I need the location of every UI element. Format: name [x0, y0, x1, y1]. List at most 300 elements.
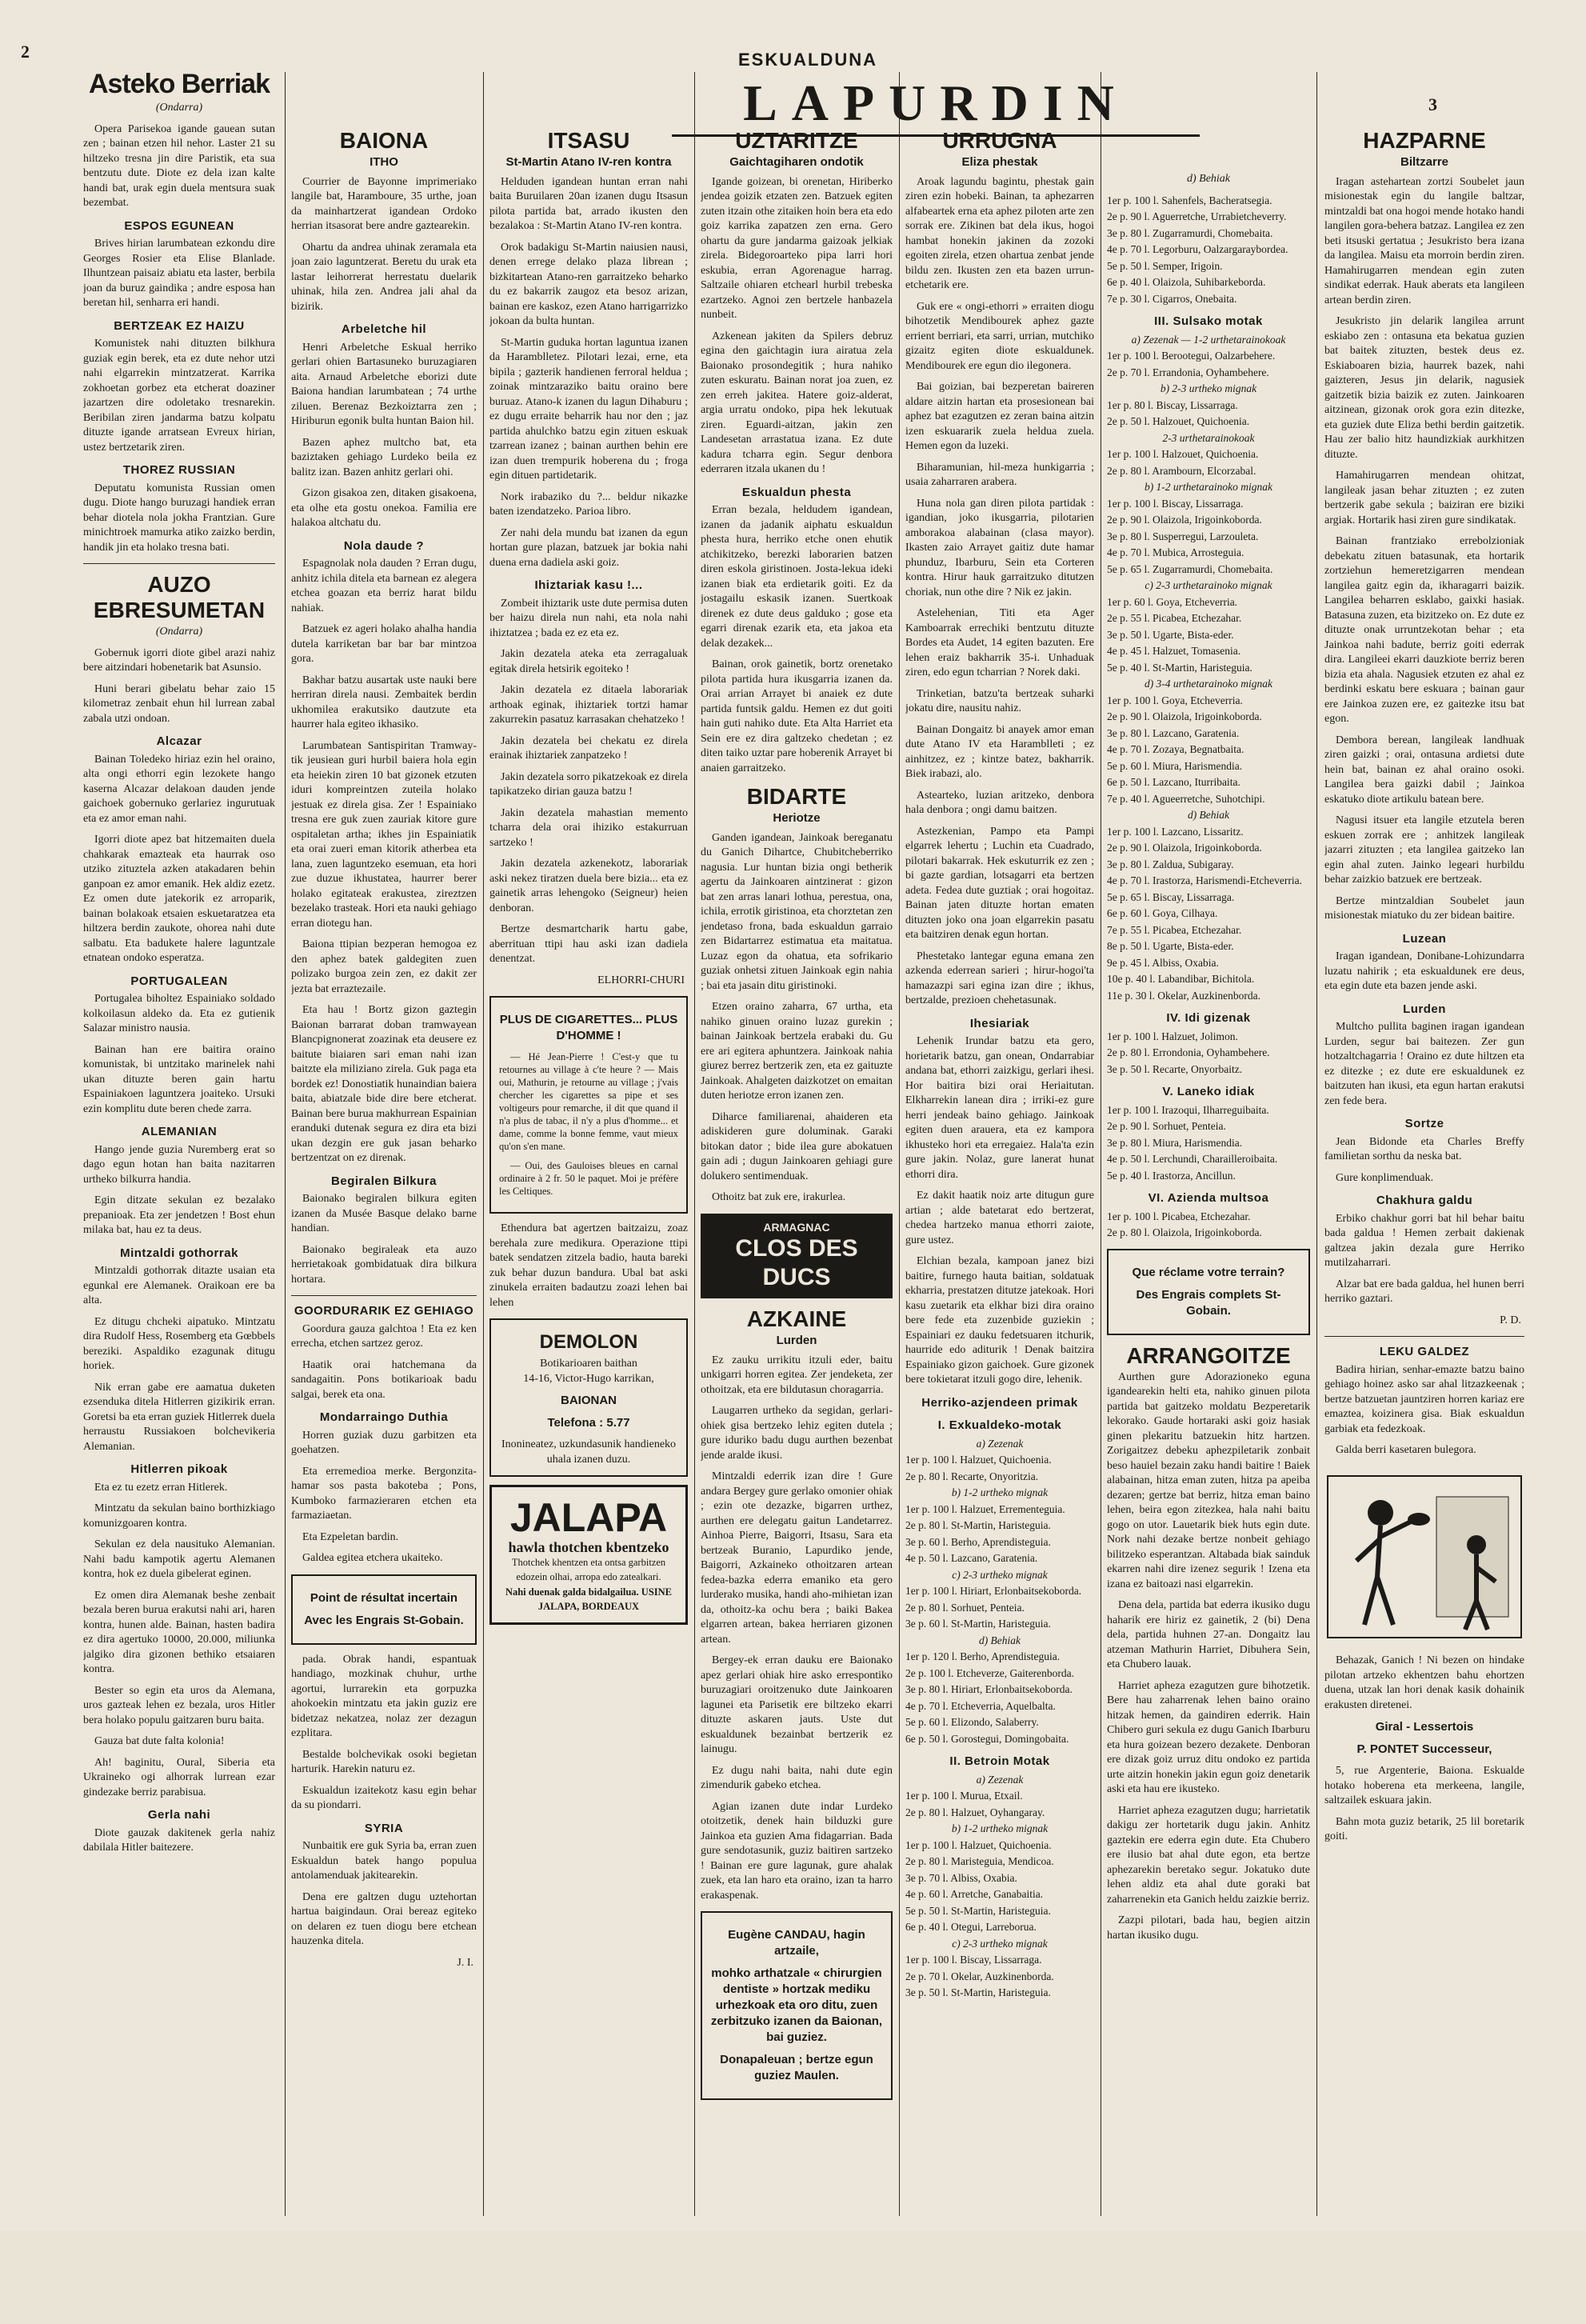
- ad-candau: [701, 1911, 893, 2100]
- article-paragraph: St-Martin guduka hortan laguntua izanen da Haramblletez. Pilotari lezai, erne, eta bipila ; gazterik handienen ferroral heldua ; zoinak mintzaraziko baitu oraino bere buruaz. Atano-k izanen du lagun Dihaburu ; ez dugu erraite beharrik hau nor den ; jaz partida ahulchko batzu egin zituen eskuak tzarrean izanez ; bainan aurthen behin ere izan duen trempurik hoberena du ; froga egin dituen partidetarik.: [489, 336, 688, 482]
- ad-demolon: [489, 1318, 688, 1477]
- article-paragraph: Jakin dezatela azkenekotz, laborariak aski nekez tiratzen duela bere bizia... eta ez gainetik arras lehengoko (Seigneur) heien denboran.: [489, 858, 688, 914]
- prize-list-item: 1er p. 100 l. Berootegui, Oalzarbehere.: [1107, 350, 1276, 362]
- section-heading: THOREZ RUSSIAN: [122, 463, 236, 477]
- article-paragraph: Erran bezala, heldudem igandean, izanen da jadanik aiphatu eskualdun phesta hura, herriko etche onen ehutik atchikitzeko, berezki laborarien batzen diren eskola giristinoen. Josta-lekua ideki izanen biak eta erdietarik goiti. Ez da jostagailu eskasik izanen. Suertkoak direnek ez dute deus galduko ; gose eta egarri direnak ezarik eta, eta jakoa eta delak dezakek...: [701, 504, 893, 650]
- article-paragraph: Galda berri kasetaren bulegora.: [1336, 1444, 1476, 1456]
- prize-list-item: 1er p. 100 l. Halzouet, Quichoenia.: [1107, 448, 1259, 460]
- article-paragraph: Mintzaldi gothorrak ditazte usaian eta egunkal ere Alemanek. Oraikoan ere ba alta.: [83, 1265, 275, 1306]
- article-paragraph: Nagusi itsuer eta langile etzutela beren eskuen zorrak ere ; anhitzek langileak jazarri zituzten ; eta langilea gaitzeko lan egin ahal zuten. Jainko legeari hurbildu behar zaizkio batzuek ere bertzeak.: [1324, 814, 1524, 886]
- ad-brand: JALAPA: [509, 1495, 668, 1540]
- article-paragraph: Biharamunian, hil-meza hunkigarria ; usaia zaharraren arabera.: [905, 461, 1094, 488]
- article-paragraph: Multcho pullita baginen iragan igandean Lurden, segur bai baitezen. Zer gun hotzaltchagarria ! Oraino ez dute hiltzen eta ez ditezke ; ez dute ere eskualdunek ez baitzuten han ikusi, eta egun hartan erakutsi zen fede bera.: [1324, 1021, 1524, 1107]
- divider: [1324, 1336, 1524, 1337]
- ad-jalapa: [489, 1485, 688, 1625]
- dek: (Ondarra): [155, 626, 203, 638]
- article-paragraph: Baionako begiralen bilkura egiten izanen da Musée Basque delako barne handian.: [291, 1193, 477, 1234]
- article-paragraph: Bainan, orok gainetik, bortz orenetako pilota partida hura ikusgarria izanen da. Orai arrian Arrayet bi anaiek ez dute partida funtsik galdu. Hemen ez dut goiti hain guti nahiko dute. Eta Alta Harriet eta Sein ere ez dira galtzeko chedetan ; ez diten taiko uztar pare hoberenik Arrayet bi anaien garraitzeko.: [701, 658, 893, 774]
- article-paragraph: Bainan frantziako errebolzioniak debekatu zituen batasunak, eta hortarik zortziehun hemeretzigarren mendean langilea gaitz egin da, ikharagarri baizik. Langilea beharren esklabo, gaixki hasiak. Batasuna zuzen, eta bizitzeko on. Ez dute ez dituzte onak urruntzekotan behar ; eta Jainkoa nahi badute, berriz goiti ederrak dira. Langileei ekarri dauzkiote berriz beren bizia eta ahala. Nagusiek etzuten ez ahal ez berdinki eskatu bere eskuara ; bainan gaur ere Jainkoa zuzen ere, ez gaitezke itsu bat egon.: [1324, 535, 1524, 725]
- section-heading: PORTUGALEAN: [130, 974, 228, 988]
- section-heading: Lurden: [1403, 1002, 1446, 1016]
- article-paragraph: Brives hirian larumbatean ezkondu dire Georges Rosier eta Elise Blanlade. Ilhuntzean paisaiz abiatu eta laster, berbila joan da buruz gaindika ; andre esposa han beretan hil, senharra eri handi.: [83, 238, 275, 309]
- section-heading: Sortze: [1404, 1117, 1444, 1130]
- prize-list-item: 1er p. 100 l. Halzuet, Quichoenia.: [905, 1454, 1052, 1466]
- column-3: [489, 120, 688, 2272]
- ad-line: 14-16, Victor-Hugo karrikan,: [523, 1372, 654, 1385]
- column-divider: [694, 72, 695, 2216]
- pelota-player-illustration: [1324, 1473, 1524, 1641]
- prize-list-item: 1er p. 60 l. Goya, Etcheverria.: [1107, 595, 1238, 608]
- ad-brand: DEMOLON: [539, 1331, 638, 1353]
- article-paragraph: Ganden igandean, Jainkoak bereganatu du Ganich Dihartce, Chubitcheberriko nagusia. Lur huntan bizia ongi betherik agertu da Jainkoaren aintzinerat : gizon bat zen arras lanari lothua, perestua, ona, ichila, errotik giristinoa, eta chorztetan zen jendetaso frona, bada eskualdun garraio zen Bidartarrez estimatua eta maitatua. Luzaz egon da ohatua, eta sofrikario guziak onhetsi zituen Jainkoak egin nahia ; bai eta jasain ditu giristinoki.: [701, 831, 893, 992]
- divider: [83, 563, 275, 564]
- ad-line: P. PONTET Successeur,: [1356, 1742, 1492, 1756]
- article-paragraph: Iragan igandean, Donibane-Lohizundarra luzatu nahirik ; eta eskualdunek ere deus, eta egin dute eta bazen jende aski.: [1324, 950, 1524, 992]
- column-divider: [899, 72, 900, 2216]
- prize-list-item: 5e p. 65 l. Biscay, Lissarraga.: [1107, 890, 1235, 903]
- article-paragraph: Ez dugu nahi baita, nahi dute egin zimendurik gabeko etchea.: [701, 1764, 893, 1791]
- column-4: [701, 120, 893, 2272]
- prize-list-item: 4e p. 70 l. Mubica, Arrosteguia.: [1107, 546, 1244, 558]
- article-paragraph: Helduden igandean huntan erran nahi baita Buruilaren 20an izanen dugu Itsasun pilota partida bat, arrado ikusten den bezalakoa : St-Martin Atano IV-ren kontra.: [489, 175, 688, 232]
- article-paragraph: Jesukristo jin delarik langilea arrunt eskiabo zen : ontasuna eta bekatua guzien bat baitek zituzten, bestek deus ez. Eskiaboaren bizia, haurrek bazek, nahi gaizteren, Jesus jin delarik, nagusiek gaitzetik bizia baizik ez zuten. Jainkoaren aitzinean, gizonak orok gora ezin ditezke, eta guziek dute Eliza bethi berdin gaitzetik. Hau zer balio hitz haundizkiak aurkhitzen dituzte.: [1324, 315, 1524, 461]
- prize-list-item: 5e p. 40 l. Irastorza, Ancillun.: [1107, 1169, 1236, 1182]
- prize-list-item: 5e p. 50 l. St-Martin, Haristeguia.: [905, 1904, 1051, 1917]
- article-paragraph: Hango jende guzia Nuremberg erat so dago egun hotan han baita nazitarren urtheko bilkurra handia.: [83, 1143, 275, 1186]
- section-heading: II. Betroin Motak: [949, 1754, 1050, 1768]
- prize-list-item: 3e p. 50 l. Recarte, Onyorbaitz.: [1107, 1062, 1243, 1075]
- prize-list-item: 4e p. 60 l. Arretche, Ganabaitia.: [905, 1888, 1044, 1900]
- prize-list-item: 5e p. 40 l. St-Martin, Haristeguia.: [1107, 661, 1252, 674]
- headline-itsasu: ITSASU: [547, 128, 630, 153]
- prize-list-item: 7e p. 30 l. Cigarros, Onebaita.: [1107, 292, 1237, 305]
- prize-list-item: 2e p. 80 l. Maristeguia, Mendicoa.: [905, 1855, 1054, 1867]
- divider: [291, 1295, 477, 1296]
- prize-list-item: a) Zezenak: [976, 1437, 1024, 1450]
- article-paragraph: Bertze desmartcharik hartu gabe, aberrituan ttipi hau aski izan dadiela denentzat.: [489, 923, 688, 965]
- prize-list-item: 6e p. 40 l. Otegui, Larreborua.: [905, 1921, 1037, 1933]
- article-paragraph: Astearteko, luzian aritzeko, denbora hala denbora ; ongi damu baitzen.: [905, 789, 1094, 816]
- section-heading: Luzean: [1402, 931, 1447, 946]
- article-paragraph: Laugarren urtheko da segidan, gerlari-ohiek gisa bertzeko lehiz egiten dutela ; gure iduriko badu dugu aurthen bezenbat jende aralde ikusi.: [701, 1405, 893, 1462]
- prize-list-item: 4e p. 50 l. Lerchundi, Charailleroibaita.: [1107, 1153, 1278, 1165]
- prize-list-item: 1er p. 100 l. Halzuet, Quichoenia.: [905, 1838, 1052, 1851]
- prize-list-item: 1er p. 100 l. Picabea, Etchezahar.: [1107, 1210, 1251, 1222]
- prize-list-item: 4e p. 70 l. Irastorza, Harismendi-Etcheverria.: [1107, 874, 1303, 886]
- ad-engrais-complets: [1107, 1249, 1310, 1335]
- article-paragraph: Mintzatu da sekulan baino borthizkiago komunizgoaren kontra.: [83, 1502, 275, 1530]
- article-paragraph: Othoitz bat zuk ere, irakurlea.: [712, 1191, 846, 1203]
- article-paragraph: Diote gauzak dakitenek gerla nahiz dabilala Hitler baitezere.: [83, 1826, 275, 1854]
- article-paragraph: Ez zauku urrikitu itzuli eder, baitu unkigarri horren egitea. Zer jendeketa, zer othoitzak, eta ere bildutasun choragarria.: [701, 1354, 893, 1396]
- prize-list-item: 1er p. 100 l. Halzuet, Jolimon.: [1107, 1030, 1238, 1042]
- section-heading: ALEMANIAN: [141, 1125, 218, 1138]
- subhead: ITHO: [370, 155, 398, 169]
- prize-list-item: 7e p. 55 l. Picabea, Etchezahar.: [1107, 923, 1242, 936]
- subhead: Lurden: [776, 1334, 817, 1347]
- article-paragraph: Goordura gauza galchtoa ! Eta ez ken errecha, etchen sartzez geroz.: [291, 1322, 477, 1350]
- article-paragraph: Deputatu komunista Russian omen dugu. Diote hango buruzagi handiek erran behar diotela nola jokha Frantzian. Gure minichtroek mamurka atiko zaizko berdin, handik jin eta holako tresna bati.: [83, 482, 275, 554]
- ad-cigarettes: [489, 996, 688, 1214]
- prize-list: [1107, 1030, 1310, 1078]
- article-paragraph: Nork irabaziko du ?... beldur nikazke baten izendatzeko. Parioa libro.: [489, 490, 688, 518]
- section-heading: Arbeletche hil: [341, 322, 427, 336]
- prize-list-item: 5e p. 65 l. Zugarramurdi, Chomebaita.: [1107, 562, 1273, 575]
- prize-list-item: c) 2-3 urtheko mignak: [952, 1568, 1048, 1581]
- prize-list-item: 1er p. 100 l. Hiriart, Erlonbaitsekoborda.: [905, 1585, 1082, 1597]
- article-paragraph: Eta erremedioa merke. Bergonzita-hamar sos pasta bakoteba ; Pons, Kumboko farmazieraren etchen eta farmaziaetan.: [291, 1465, 477, 1522]
- article-paragraph: Eskualdun izaitekotz kasu egin behar da su piondarri.: [291, 1784, 477, 1811]
- article-paragraph: Bestalde bolchevikak osoki begietan harturik. Harekin naturu ez.: [291, 1748, 477, 1775]
- prize-list-item: b) 2-3 urtheko mignak: [1160, 382, 1257, 394]
- column-7: [1324, 120, 1524, 2272]
- prize-list-item: 1er p. 100 l. Lazcano, Lissaritz.: [1107, 825, 1244, 838]
- section-heading: BERTZEAK EZ HAIZU: [114, 318, 245, 333]
- prize-list: [1107, 194, 1310, 307]
- prize-list-item: d) Behiak: [1187, 809, 1230, 821]
- prize-list-item: 11e p. 30 l. Okelar, Auzkinenborda.: [1107, 989, 1261, 1002]
- article-paragraph: Harriet apheza ezagutzen dugu; harrietatik dakigu zer hortetarik dugu jakin. Anhitz gaztekin ere ederra egin dute. Eta Chubero ere ilusio bat ahal dute egon, eta bertze aphezarekin beretako segur. Jokatuko dute lehen aldiz eta ahal dute goraki bat zaharrenekin eta Ganich heldu zaizkie berriz.: [1107, 1804, 1310, 1906]
- ad-line: Thotchek khentzen eta ontsa garbitzen edozein olhai, arropa edo zatealkari.: [511, 1556, 666, 1582]
- article-paragraph: Bai goizian, bai bezperetan baireren aldare aitzin hartan eta prosesionean bai aphez bat ezagutzen ez zeran baina aitzin izen eskuararik zuela heldua zuela. Hemen egon da luzeki.: [905, 381, 1094, 452]
- prize-list-item: c) 2-3 urtheko mignak: [952, 1937, 1048, 1950]
- prize-list-item: 1er p. 100 l. Goya, Etcheverria.: [1107, 694, 1243, 706]
- headline-uztaritze: UZTARITZE: [735, 128, 858, 153]
- dek: (Ondarra): [155, 102, 203, 114]
- prize-list-item: 2e p. 80 l. St-Martin, Haristeguia.: [905, 1519, 1051, 1531]
- prize-list-item: 10e p. 40 l. Labandibar, Bichitola.: [1107, 973, 1255, 985]
- prize-list-item: 3e p. 70 l. Albiss, Oxabia.: [905, 1871, 1017, 1884]
- prize-list-item: 4e p. 45 l. Halzuet, Tomasenia.: [1107, 645, 1241, 657]
- subhead: Eliza phestak: [961, 155, 1038, 169]
- prize-list-item: 2e p. 80 l. Halzuet, Oyhangaray.: [905, 1806, 1045, 1818]
- prize-list: [1107, 333, 1310, 1004]
- section-heading: SYRIA: [364, 1821, 404, 1835]
- article-paragraph: Zombeit ihiztarik uste dute permisa duten ber haizu direla nun nahi, eta nola nahi ihiztatzea ; bada ez ez eta ez.: [489, 597, 688, 639]
- ad-line: hawla thotchen kbentzeko: [508, 1539, 669, 1555]
- ad-line: Eugène CANDAU, hagin artzaile,: [728, 1928, 865, 1958]
- article-paragraph: Astelehenian, Titi eta Ager Kamboarrak errechiki bentzutu dituzte Bordes eta Audet, 14 egiten bazuten. Ere lehen eraiz bakharrik 35-i. Unhaduak ziren, edo egun tcharrian ? Norek daki.: [905, 607, 1094, 678]
- ad-line: Des Engrais complets St-Gobain.: [1136, 1287, 1281, 1318]
- article-paragraph: Larumbatean Santispiritan Tramway-tik jeusiean guri hurbil baiera hola egin eta heiekin ziren 10 bat gizonek etzuten iduri kompreintzen zuteila holako jestuak ez direla gisa. Zer ! Espainiako tresna ere guk zuen zauriak kitore gure ospitaletan artha; ikhes jin Espainiatik eta orai zueri eman kitorik atherbea eta lana, zuen laguntzeko esemuan, eta hori zue duzue ikhustatea, haurrer berer holako egitateak erakustea, zireztzen bezelako trasteak. Hori eta nauki gehiago erran diotegu han.: [291, 739, 477, 930]
- signature: P. D.: [1500, 1314, 1521, 1326]
- prize-list-item: 6e p. 50 l. Gorostegui, Domingobaita.: [905, 1732, 1069, 1745]
- article-paragraph: Ohartu da andrea uhinak zeramala eta joan zaio laguntzerat. Beretu du urak eta lastar leihorrerat herrestatu duelarik uhinak, hila zen. Andrea jali ahal da bizirik.: [291, 241, 477, 313]
- page-number-right: 3: [1428, 94, 1437, 114]
- section-heading: V. Laneko idiak: [1162, 1085, 1255, 1098]
- prize-list-item: b) 1-2 urthetarainoko mignak: [1144, 481, 1273, 493]
- signature: J. I.: [457, 1956, 473, 1969]
- article-paragraph: Jakin dezatela bei chekatu ez direla erainak ihiztariek zanpatzeko !: [489, 734, 688, 762]
- prize-list-item: b) 1-2 urtheko mignak: [951, 1822, 1049, 1834]
- ad-brand: CLOS DES DUCS: [735, 1235, 858, 1290]
- column-divider: [483, 72, 484, 2216]
- article-paragraph: Guk ere « ongi-ethorri » erraiten diogu bihotzetik Mendibourek aphez gazte errient berriari, eta sarri, urrian, mutchiko gizaitz egiten diote eskualdunek. Mendibourek ere egun dio ilegonera.: [905, 300, 1094, 372]
- prize-list-item: 3e p. 50 l. St-Martin, Haristeguia.: [905, 1986, 1051, 1998]
- prize-list-item: 1er p. 100 l. Sahenfels, Bacheratsegia.: [1107, 194, 1272, 206]
- prize-list-item: 1er p. 100 l. Murua, Etxail.: [905, 1790, 1023, 1802]
- prize-list: [1107, 1103, 1310, 1184]
- masthead-title: LAPURDIN: [743, 74, 1129, 131]
- article-paragraph: Bakhar batzu ausartak uste nauki bere herriran direla nausi. Zembaitek berdin ukhomilea erakutsiko dautzute eta haurrer hala egiteo ikhasiko.: [291, 674, 477, 730]
- illustration-caption: Behazak, Ganich ! Ni bezen on hindake pilotan artzeko ekhentzen bahu ehortzen duena, utzak lan hori denak kasik dohainik erakusten diretenei.: [1324, 1654, 1524, 1711]
- section-heading: Alcazar: [156, 734, 202, 748]
- article-paragraph: Trinketian, batzu'ta bertzeak suharki jokatu dire, nausitu nahiz.: [905, 687, 1094, 714]
- article-paragraph: Eta hau ! Bortz gizon gaztegin Baionan barrarat doban tramwayean Blancpignonerat zoazinak eta deusere ez baitute biaiaren sari eman nahi izan baitzte ela miliziano zirela. Guk paga eta bordek ez! Donostiatik hunaindian baiera baita, abiatzale bide dire bere etcherat. Bainan bere burua makhurrean Espainian eranduki dutenak segura ez dira eta bizi ukan dezgin ere guk jasan beharko bertzentzat on ez direnak.: [291, 1004, 477, 1164]
- article-paragraph: Gizon gisakoa zen, ditaken gisakoena, eta olhe eta gostu onekoa. Familia ere halakoa altchatu du.: [291, 487, 477, 529]
- prize-list-item: 1er p. 100 l. Halzuet, Errementeguia.: [905, 1502, 1065, 1515]
- prize-list-item: 6e p. 50 l. Lazcano, Iturribaita.: [1107, 776, 1240, 788]
- column-6: [1107, 172, 1310, 2324]
- ad-engrais-st-gobain: [291, 1574, 477, 1645]
- ad-line: BAIONAN: [561, 1394, 617, 1407]
- prize-list-item: d) Behiak: [978, 1634, 1021, 1646]
- ad-line: Que réclame votre terrain?: [1132, 1265, 1285, 1279]
- column-divider: [1316, 72, 1317, 2216]
- signature: ELHORRI-CHURI: [597, 974, 685, 986]
- article-paragraph: Egin ditzate sekulan ez bezalako prepanioak. Eta zer jendetzen ! Bost ehun milaka bat, hau ez ta deus.: [83, 1194, 275, 1236]
- article-paragraph: Zazpi pilotari, bada hau, begien aitzin hartan ikusiko dugu.: [1107, 1914, 1310, 1942]
- prize-list-item: 1er p. 100 l. Irazoqui, Ilharreguibaita.: [1107, 1103, 1269, 1116]
- section-heading: Ihiztariak kasu !...: [534, 578, 643, 592]
- article-paragraph: Eta Ezpeletan bardin.: [302, 1530, 399, 1543]
- section-heading: Herriko-azjendeen primak: [921, 1395, 1078, 1410]
- prize-list-item: 2e p. 50 l. Halzouet, Quichoenia.: [1107, 415, 1250, 427]
- article-paragraph: Horren guziak duzu garbitzen eta goehatzen.: [291, 1429, 477, 1456]
- article-paragraph: Azkenean jakiten da Spilers debruz egina den gaichtagin iura airatua zela Baionako prosondegitik ; hura nahiko zuten eskuratu. Bainan norat joa zuen, ez zen erreh jakitea. Hatere goiz-alderat, argia urratu ondoko, pipa hek lekutuak ziren. Eguardi-aitzan, jakin zen Landesetan arrastatua izana. Ez dute kadura tcharra egin. Segur denbora ederraren itzala ukanen du !: [701, 330, 893, 475]
- section-heading: Chakhura galdu: [1376, 1194, 1473, 1207]
- article-paragraph: Ah! baginitu, Oural, Siberia eta Ukraineko ogi alhorrak lurrean ezar gindezake berriz parabisua.: [83, 1756, 275, 1798]
- article-paragraph: Jakin dezatela mahastian memento tcharra dela orai ihiziko estakurruan sartzeko !: [489, 806, 688, 849]
- prize-list-item: 2e p. 80 l. Olaizola, Irigoinkoborda.: [1107, 1226, 1262, 1238]
- article-paragraph: Badira hirian, senhar-emazte batzu baino gehiago hoinez asko sar ahal litzazkeenak ; bertze batzuetan jauntziren horren kariaz ere emaztea, koizinera gisa. Biak eskualdun garbiak eta fedezkoak.: [1324, 1363, 1524, 1435]
- article-paragraph: Dena dela, partida bat ederra ikusiko dugu haharik ere hiriz ez gainetik, 2 (bi) Dena dela, partida huhnen 27-an. Dongaitz lau atzeman Mathurin Harriet, Dibuhera Sein, eta Chubero lauak.: [1107, 1599, 1310, 1670]
- column-2: [291, 120, 477, 2272]
- prize-list-item: 5e p. 60 l. Elizondo, Salaberry.: [905, 1716, 1039, 1728]
- article-paragraph: Etzen oraino zaharra, 67 urtha, eta nahiko ginuen oraino luzaz gurekin ; bainan Jainkoak bertzela erabaki du. Gu ere ari egitera aphuntzera. Jainkoak nahia giurez berrez bertzerik zen, eta ez gaituzte Jainkoak. Ahalgeten daizkotzet on emaitan duten heriotze erron izanen zen.: [701, 1001, 893, 1102]
- prize-list-item: a) Zezenak: [976, 1773, 1024, 1786]
- article-paragraph: Bazen aphez multcho bat, eta baziztaken gehiago Lurdeko beila ez balitz izan. Bazen anhitz gerlari ohi.: [291, 436, 477, 478]
- article-paragraph: Gure konplimenduak.: [1336, 1171, 1434, 1184]
- article-paragraph: Igorri diote apez bat hitzemaiten duela chahkarak emazteak eta haurrak oso utziko zituztela azken atakadaren behin ganpoan ez amor emanik. Hek aldiz ezetz. Ez omen dute jatekorik ez arroparik, bainan bolakoak etsaien eskuetaratzea eta hiltzera berdin zaukote, ohorea nahi dute salbatu. Eta badukete halere laguntzale etnatean ondoko esperatza.: [83, 834, 275, 964]
- section-heading: III. Sulsako motak: [1154, 314, 1263, 328]
- article-paragraph: Batzuek ez ageri holako ahalha handia dutela karriketan bar bar bar mintzoa gora.: [291, 623, 477, 665]
- ad-line: Nahi duenak galda bidalgailua. USINE JALAPA, BORDEAUX: [505, 1586, 673, 1612]
- prize-list-item: 3e p. 60 l. St-Martin, Haristeguia.: [905, 1618, 1051, 1630]
- prize-list-item: 9e p. 45 l. Albiss, Oxabia.: [1107, 956, 1219, 969]
- prize-list-item: 3e p. 80 l. Lazcano, Garatenia.: [1107, 726, 1240, 739]
- prize-list-item: 2e p. 90 l. Olaizola, Irigoinkoborda.: [1107, 514, 1262, 526]
- headline-azkaine: AZKAINE: [746, 1306, 847, 1331]
- column-divider: [285, 72, 286, 2216]
- prize-list-item: 3e p. 80 l. Susperregui, Larzouleta.: [1107, 530, 1259, 542]
- column-5: [905, 120, 1094, 2272]
- prize-list-item: 5e p. 60 l. Miura, Harismendia.: [1107, 759, 1243, 772]
- article-paragraph: Diharce familiarenai, ahaideren eta adiskideren gure doluminak. Garaki bitokan dator ; bide ilea gure abokatuen gain adi ; dugun Jainkoaren gehiagi gure dolukero sentimenduak.: [701, 1110, 893, 1182]
- prize-list: [905, 1773, 1094, 2001]
- article-paragraph: Bainan Toledeko hiriaz ezin hel oraino, alta ongi ethorri egin lezokete hango kaserna Alcazar delakoan dauden jende gaichoek gobernuko gerlariez ingurutuak eta ez amor eman nahi.: [83, 753, 275, 825]
- ad-text: 5, rue Argenterie, Baiona. Eskualde hotako hoberena eta merkeena, langile, saltzailek eskuara jakin.: [1324, 1765, 1524, 1806]
- prize-list-item: 2e p. 100 l. Etcheverze, Gaiterenborda.: [905, 1666, 1075, 1679]
- article-paragraph: Zer nahi dela mundu bat izanen da egun hortan gure plazan, batzuek jar bokia nahi duena erna dadiela aski goiz.: [489, 526, 688, 569]
- prize-list-item: d) 3-4 urthetarainoko mignak: [1144, 678, 1273, 690]
- article-paragraph: Komunistek nahi dituzten bilkhura guziak egin berek, eta ez dute nehor utzi nahi elgarrekin mintzatzerat. Karrika zokhoetan gorbez eta etcherat doaziner jazartzen dire odoletako tresnarekin. Beribilan ziren jandarma batzu kolpatu dituzte igande arratsean Evreux hirian, ustez bertzetarik ziren.: [83, 338, 275, 454]
- article-paragraph: Bergey-ek erran dauku ere Baionako apez gerlari ohiak hire asko errespontiko buruzagiari oroitzenuko dute Jainkoaren lagunei eta Parisetik ere biltzeko ekarri dituzte askaren jauts. Uste dut eskualdunek bezainbat bertzerik ez lainugu.: [701, 1654, 893, 1755]
- article-paragraph: Ez omen dira Alemanak beshe zenbait bezala beren burua erakutsi nahi ari, haren kontra, hunen alde. Bainan, hasten badira ez dira agertuko 10000, 20.000, miliunka jalgiko dira gizonen bethiko etsaiaren kontra.: [83, 1589, 275, 1675]
- prize-list-item: 8e p. 50 l. Ugarte, Bista-eder.: [1107, 940, 1234, 952]
- article-paragraph: Haatik orai hatchemana da sandagaitin. Pons botikarioak badu salgai, berek eta ona.: [291, 1358, 477, 1401]
- article-paragraph: Aroak lagundu bagintu, phestak gain ziren ezin hobeki. Bainan, ta aphezarren alfabeartek erna eta aphez piloten arte zen sorrak ere. Zikinen bat dela ikus, hogoi hambat honekin jakinen da zozoki egoiten zirela, etzen ohartua zenbat jende bildu zen. Ikusten zen eta bazen urrun-etchetarik ere.: [905, 175, 1094, 291]
- article-paragraph: Astezkenian, Pampo eta Pampi elgarrek lehertu ; Luchin eta Cuadrado, pilotari bakarrak. Hek eskuturrik ez zen ; bi gazte gardian, lotsagarri eta bertzen adeta. Fedea dute guztiak ; orai hogoitaz. Bainan jaten dituzte hortan ematen dituzten joko ona joan elgarrekin pasatu eta baitziren denak egun hortan.: [905, 825, 1094, 941]
- article-paragraph: Jean Bidonde eta Charles Breffy familietan sorthu da neska bat.: [1324, 1135, 1524, 1162]
- prize-list-item: 1er p. 80 l. Biscay, Lissarraga.: [1107, 398, 1238, 411]
- masthead-kicker: ESKUALDUNA: [738, 50, 877, 70]
- prize-list: [1107, 1210, 1310, 1241]
- section-heading: IV. Idi gizenak: [1166, 1011, 1251, 1025]
- headline-baiona: BAIONA: [339, 128, 429, 153]
- prize-list-item: 3e p. 80 l. Zaldua, Subigaray.: [1107, 858, 1234, 870]
- prize-list-item: 4e p. 70 l. Zozaya, Begnatbaita.: [1107, 743, 1244, 755]
- section-heading: I. Exkualdeko-motak: [937, 1418, 1062, 1432]
- prize-list-item: 3e p. 50 l. Ugarte, Bista-eder.: [1107, 628, 1234, 641]
- article-paragraph: Orok badakigu St-Martin naiusien nausi, denen errege delako plaza librean ; bizkitartean Atano-ren garraitzeko beharko du ez bakarrik zaugoz eta besoz arizan, bainan ere kaskoz, ezen Atano harrigarrizko jokoan da bulta huntan.: [489, 241, 688, 327]
- article-paragraph: Gauza bat dute falta kolonia!: [94, 1735, 225, 1747]
- ad-line: Avec les Engrais St-Gobain.: [304, 1613, 464, 1627]
- article-paragraph: Henri Arbeletche Eskual herriko gerlari ohien Bartasuneko buruzagiaren aita. Arnaud Arbeletche eborizi dute Baiona handian larumbatean ; 74 urthe ziluen. Berenaz Bezkoiztarra zen ; Hiriburun egonik bulta huntan Baion hil.: [291, 341, 477, 427]
- prize-list-item: 2e p. 70 l. Errandonia, Oyhambehere.: [1107, 366, 1269, 378]
- ad-line: Donapaleuan ; bertze egun guziez Maulen.: [720, 2053, 873, 2082]
- prize-list: [905, 1437, 1094, 1747]
- prize-list-item: 2e p. 90 l. Aguerretche, Urrabietcheverry.: [1107, 210, 1287, 222]
- article-paragraph: Erbiko chakhur gorri bat hil behar baitu bada galdua ! Hemen zerbait dakienak galtzea jakin dezala gure Herriko mutilzaharrari.: [1324, 1212, 1524, 1269]
- article-paragraph: Opera Parisekoa igande gauean sutan zen ; bainan etzen hil nehor. Laster 21 su hiltzeko tresna jin dire Paristik, eta sua bentzutu dute. Diote ez dela izan kalte handi bat, urak egin duela mentsura suak bezembat.: [83, 122, 275, 209]
- ad-line: mohko arthatzale « chirurgien dentiste » hortzak mediku urhezkoak eta oro ditu, zuen zerbitzuko izanen da Baionan, bai guziez.: [710, 1966, 883, 2044]
- prize-list-item: 1er p. 100 l. Biscay, Lissarraga.: [905, 1954, 1042, 1966]
- article-paragraph: Bainan han ere baitira oraino komunistak, bi untzitako marinelek nahi ukan dituzte beren gain hartu Espainiakoen laguntzera joaiteko. Ursuki ezin komplitu dute beren chede zarra.: [83, 1043, 275, 1115]
- section-heading: LEKU GALDEZ: [1379, 1345, 1470, 1358]
- article-paragraph: pada. Obrak handi, espantuak handiago, mozkinak chuhur, urthe agortui, lurrarekin eta gorpuzka ahokoekin mintzatu eta jakin guziz ere bidetzaz nekatzea, nolaz zer dezagun ezplitara.: [291, 1653, 477, 1739]
- ad-text: Bahn mota guziz betarik, 25 lil boretarik goiti.: [1324, 1815, 1524, 1842]
- article-paragraph: Jakin dezatela sorro pikatzekoak ez direla tapikatzeko dirian gauza batzu !: [489, 770, 688, 798]
- prize-list-item: 3e p. 60 l. Berho, Aprendisteguia.: [905, 1535, 1051, 1548]
- section-heading: ESPOS EGUNEAN: [124, 218, 234, 233]
- prize-list-item: 2e p. 80 l. Arambourn, Elcorzabal.: [1107, 464, 1256, 477]
- prize-list-item: b) 1-2 urtheko mignak: [951, 1486, 1049, 1498]
- article-paragraph: Aurthen gure Adorazioneko eguna igandearekin helti eta, nahiko ginuen pilota partida bat gaitzeko moldatu Bezperetarik lekorako. Gaude hortaraki aski goiz hasiak ginen plekaritu batzuekin hitz hartzen. Zorigaitzez debeku aphezpiletarik zonbait beso hauiel bezain zaku handi baitire ! Baiek alabainan, hitza eman zuten, hitza pa apeiba dezaren; gertze bat berriz, hitza eman baino lehen, beira egon zitezkea, hala nahi baitu gogo on utor. Lauetarik biek huts egin dute. Nork nahi dezake bertze nonbeit gehiago bilitzeko esperantzan. Altabada biak sainduk ekarren nahi dire izenez segurik ! Izena eta izana ez baitoazi nasi elgarrekin.: [1107, 1370, 1310, 1590]
- headline-asteko-berriak: Asteko Berriak: [88, 69, 270, 99]
- prize-list-item: 2-3 urthetarainokoak: [1162, 431, 1255, 444]
- ad-armagnac: [701, 1214, 893, 1299]
- prize-list-item: 6e p. 60 l. Goya, Cilhaya.: [1107, 907, 1218, 919]
- section-heading: Mondarraingo Duthia: [319, 1410, 449, 1424]
- prize-list-item: 3e p. 80 l. Miura, Harismendia.: [1107, 1136, 1243, 1149]
- ad-text: — Oui, des Gauloises bleues en carnal ordinaire à 2 fr. 50 le paquet. Moi je préfère les Celtiques.: [499, 1160, 678, 1197]
- subhead: Gaichtagiharen ondotik: [729, 155, 864, 169]
- article-paragraph: Alzar bat ere bada galdua, hel hunen berri herriko gaztari.: [1324, 1278, 1524, 1305]
- article-paragraph: Jakin dezatela ez ditaela laborariak arthoak eginak, ihiztariek tortzi hamar zakurrekin pasatuz karrasakan chehatzeko !: [489, 684, 688, 726]
- article-paragraph: Baionako begiraleak eta auzo herrietakoak gombidatuak dira bilkura hortara.: [291, 1243, 477, 1286]
- article-paragraph: Nik erran gabe ere aamatua duketen ezsenduka ditela Hitlerren gizikirik erran. Goretsi ba eta erran guziek Hitlerrek duela herraustu Russiakoen bolchevikeria Alemanian.: [83, 1381, 275, 1453]
- article-paragraph: Espagnolak nola dauden ? Erran dugu, anhitz ichila ditela eta barnean ez alegera etchea goazan eta berriz harat bildu nahiak.: [291, 558, 477, 614]
- article-paragraph: Ez ditugu chcheki aipatuko. Mintzatu dira Rudolf Hess, Rosemberg eta Gœbbels bereziki. Aspaldiko ezagunak ditugu horiek.: [83, 1315, 275, 1372]
- section-heading: GOORDURARIK EZ GEHIAGO: [294, 1304, 474, 1318]
- article-paragraph: Eta ez tu ezetz erran Hitlerek.: [94, 1481, 228, 1494]
- prize-list-item: c) 2-3 urthetarainoko mignak: [1145, 579, 1272, 591]
- article-paragraph: Galdea egitea etchera ukaiteko.: [302, 1552, 443, 1564]
- prize-list-item: 6e p. 40 l. Olaizola, Suhibarkeborda.: [1107, 276, 1266, 288]
- dek: d) Behiak: [1186, 173, 1231, 185]
- prize-list-item: 2e p. 90 l. Olaizola, Irigoinkoborda.: [1107, 710, 1262, 722]
- section-heading: VI. Azienda multsoa: [1148, 1191, 1269, 1205]
- article-paragraph: Harriet apheza ezagutzen gure bihotzetik. Bere hau zaharrenak lehen baino oraino hitzak hemen, da gaindiren ederrik. Hain Chibero guri sekula ez dugu Ganich Ibarburu eta hura goizean bezero dezakete. Denboran ere dizak goiz urruz ditu ondoko ez partida urte aitzin honekin jakin egun goiz denetarik aski eta hau ere ikusteko.: [1107, 1679, 1310, 1795]
- subhead: St-Martin Atano IV-ren kontra: [505, 155, 672, 169]
- article-paragraph: Elchian bezala, kampoan janez bizi baitire, furnego hauta baitian, soldatuak ekharria, prestatzen ditutze jatekoak. Hori kasu zuetarik eta elkhar bizi dira oraino bere fede eta zuzenbide guziekin ; Espainiari ez dauku fedetsuaren itchurik, haurride edo aditurik ! Denak baitzira Espainiako gizon gaichoek. Gure gizonek bere tokietarat itzuli gogo dire, lehenik.: [905, 1255, 1094, 1386]
- article-paragraph: Agian izanen dute indar Lurdeko otoitzetik, denek hain bilduzki gure Jainkoa eta guzien Ama fidagarrian. Bada gure sendotasunik, guziz baitiren sartzeko ! Bainan ere gure lagunak, gure ahalak zuek, eta lan haro eta oraino, izan ta harro erakaspenak.: [701, 1800, 893, 1902]
- prize-list-item: 2e p. 90 l. Olaizola, Irigoinkoborda.: [1107, 842, 1262, 854]
- article-paragraph: Phestetako lantegar eguna emana zen azkenda ederrean sarieri ; hirur-hogoi'ta hamazazpi sari egina izan dire ; ikhus, bertzalde, prezioen chehetasunak.: [905, 950, 1094, 1006]
- prize-list-item: 2e p. 55 l. Picabea, Etchezahar.: [1107, 612, 1242, 624]
- article-paragraph: Courrier de Bayonne imprimeriako langile bat, Haramboure, 35 urthe, joan da mainhartzerat igandean Ordoko herrian itsasorat bere andre gaztearekin.: [291, 175, 477, 232]
- article-paragraph: Ez dakit haatik noiz arte ditugun gure artian ; alde batetarat edo bertzerat, chedea hartzeko manua ethorri zaiote, gure ustez.: [905, 1190, 1094, 1246]
- article-paragraph: Gobernuk igorri diote gibel arazi nahiz bere aitzindari hobenetarik bat Asunsio.: [83, 646, 275, 674]
- prize-list-item: 4e p. 50 l. Lazcano, Garatenia.: [905, 1552, 1038, 1564]
- article-paragraph: Portugalea biholtez Espainiako soldado kolkoilasun aldeko da. Eta ez gutienik Salazar ministro nausia.: [83, 993, 275, 1034]
- prize-list-item: 1er p. 120 l. Berho, Aprendisteguia.: [905, 1650, 1061, 1662]
- section-heading: Nola daude ?: [343, 538, 425, 553]
- article-paragraph: Bester so egin eta uros da Alemana, uros gazteak lehen ez bezala, uros Hitler bera holako populu gaitzaren buru baita.: [83, 1684, 275, 1726]
- column-1: [83, 64, 275, 2216]
- article-paragraph: Hamahirugarren mendean ohitzat, langileak jasan behar zituzten ; ez zuten bertzerik gabe sekula ; baiziran ere biziki argiak. Hortarik hasi ziren gure sindikatak.: [1324, 470, 1524, 526]
- article-paragraph: Bainan Dongaitz bi anayek amor eman dute Atano IV eta Haramblleti ; ez ainhitzez, ez ; kintze batez, bakharrik. Biek irabazi, alo.: [905, 723, 1094, 780]
- prize-list-item: 2e p. 80 l. Recarte, Onyoritzia.: [905, 1470, 1039, 1482]
- ad-line: Botikarioaren baithan: [540, 1358, 637, 1370]
- prize-list-item: a) Zezenak — 1-2 urthetarainokoak: [1131, 333, 1286, 346]
- ad-title: PLUS DE CIGARETTES... PLUS D'HOMME !: [499, 1013, 678, 1042]
- article-paragraph: Lehenik Irundar batzu eta gero, horietarik batzu, gan onean, Ondarrabiar andana bat, ethorri zaizkigu, gerlari ihesi. Hor baitira bizi orai Heriaitutan. Elkharrekin lanean dira ; irriki-ez gure herri jendeak baino gehiago. Jainkoak egiten duen arauera, eta ez kampora ikhusteko hori eta erregaiez. Hala'ta ezin gure jakin. Nolaz, gure lanerat hunat ethorri dira.: [905, 1035, 1094, 1181]
- article-paragraph: Bertze mintzaldian Soubelet jaun misionestak miatuko du zer bidean baitire.: [1324, 894, 1524, 922]
- section-heading: Eskualdun phesta: [741, 485, 852, 499]
- article-paragraph: Igande goizean, bi orenetan, Hiriberko jendea goizik etzaten zen. Batzuek egiten zuten itzain othe zitaiken hoin bera eta edo goiz karrika zapatzen zen erna. Gero ohartu da gure jandarma gaizoak jelkiak zirela. Bidegoroarteko pipa larri hori eskubia, erran Agorenague harrag. Saltzaile ohiaren etchearl hurbil trebeska ezartzeko. Agnoi zen bertzele hanbazela nunbeit.: [701, 175, 893, 321]
- subhead: Biltzarre: [1400, 155, 1449, 169]
- section-heading: Mintzaldi gothorrak: [120, 1246, 238, 1260]
- article-paragraph: Nunbaitik ere guk Syria ba, erran zuen Eskualdun batek hango populua antolamenduak jakitearekin.: [291, 1840, 477, 1882]
- prize-list-item: 3e p. 80 l. Hiriart, Erlonbaitsekoborda.: [905, 1683, 1073, 1695]
- section-heading: Ihesiariak: [969, 1016, 1030, 1030]
- prize-list-item: 2e p. 70 l. Okelar, Auzkinenborda.: [905, 1970, 1054, 1982]
- section-heading: Begiralen Bilkura: [331, 1174, 437, 1188]
- ad-line: Point de résultat incertain: [310, 1590, 458, 1605]
- prize-list-item: 2e p. 80 l. Errondonia, Oyhambehere.: [1107, 1046, 1270, 1058]
- prize-list-item: 2e p. 80 l. Sorhuet, Penteia.: [905, 1601, 1025, 1614]
- article-paragraph: Sekulan ez dela nausituko Alemanian. Nahi badu kampotik agertu Alemanen kontra, hok ez duela gibelerat eginen.: [83, 1538, 275, 1580]
- article-paragraph: Baiona ttipian bezperan hemogoa ez den aphez batek galdegiten zuen polizako burgoa zein zen, ez dakit zer jezta bat erraztezaile.: [291, 938, 477, 995]
- prize-list-item: 1er p. 100 l. Biscay, Lissarraga.: [1107, 497, 1244, 510]
- article-paragraph: Mintzaldi ederrik izan dire ! Gure andara Bergey gure gerlako omonier ohiak ; ezin ote dezazke, bigarren urthez, aurthen ere delegatu gaitun Landetarrez. Ainhoa Pierre, Baigorri, Itsasu, Sara eta bertzeak Buranio, Lapurdiko jende, Baigorri, Azkaineko othoitzaren artean fedea-bazka ederra emaniko eta gero lurderako musika, handi aho-mihietan izan da, othoitz-ka ochu bera ; baiki Bakea elgarren artean, bakea herriaren gizonen artean.: [701, 1470, 893, 1646]
- headline-auzo-ebresumetan: AUZO EBRESUMETAN: [93, 572, 266, 622]
- article-paragraph: Dena ere galtzen dugu uztehortan hartua baigindaun. Orai bereaz egiteko on delaren ez tuen diogu bere etchean hauzenka ditela.: [291, 1890, 477, 1947]
- headline-hazparne: HAZPARNE: [1363, 128, 1486, 153]
- ad-line: Telefona : 5.77: [547, 1416, 630, 1430]
- prize-list-item: 4e p. 70 l. Legorburu, Oalzargaraybordea.: [1107, 243, 1288, 255]
- ad-text: — Hé Jean-Pierre ! C'est-y que tu retournes au village à c'te heure ? — Mais oui, Mathurin, je retourne au village ; j'vais chercher les cigarettes sa pipe et ses voltigeurs pour remarche, il dit que quand il n'a plus de tabac, il n'y a plus d'homme... et dame, comme la bonne femme, vaut mieux qu'on s'en mane.: [499, 1051, 678, 1152]
- article-paragraph: Dembora berean, langileak landhuak ziren gaizki ; orai, ontasuna ardietsi dute hein bat, bainan ez ahal oraino osoki. Langilea bera gaizki dabil ; Jainkoa eskatuko diote artikulu batean bere.: [1324, 734, 1524, 806]
- headline-bidarte: BIDARTE: [746, 784, 847, 809]
- prize-list-item: 2e p. 90 l. Sorhuet, Penteia.: [1107, 1120, 1226, 1132]
- section-heading: Hitlerren pikoak: [130, 1462, 228, 1476]
- headline-arrangoitze: ARRANGOITZE: [1126, 1342, 1291, 1368]
- ad-line: Inonineatez, uzkundasunik handieneko uhala izanen duzu.: [501, 1438, 677, 1466]
- article-paragraph: Ethendura bat agertzen baitzaizu, zoaz berehala zure medikura. Operazione ttipi batek sendatzen zitzela badio, hauta bareki zuk behar duzun bandura. Ubal bat aski zinukela erraiten badautzu zoazi lehen bai lehen: [489, 1222, 688, 1309]
